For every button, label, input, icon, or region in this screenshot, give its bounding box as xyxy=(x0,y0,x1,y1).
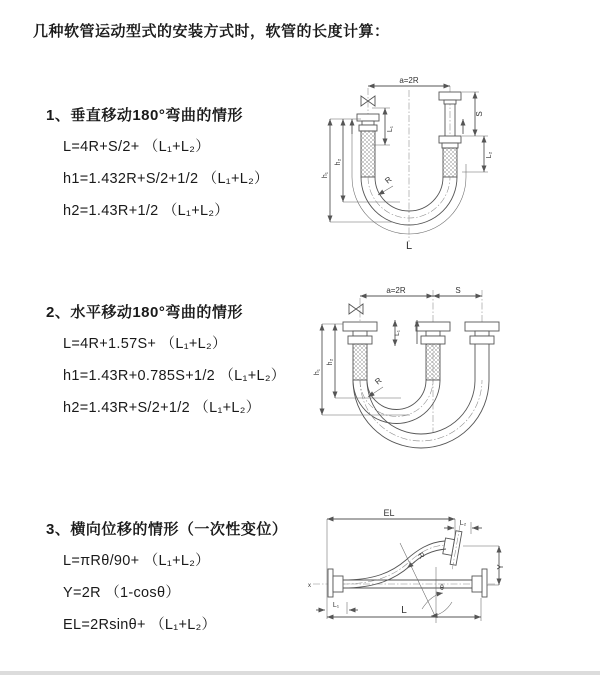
dim-label-y: Y xyxy=(496,564,505,570)
dim-l1 xyxy=(394,320,401,346)
dim-label-l2: L₂ xyxy=(486,151,493,159)
displaced-hose xyxy=(343,541,446,588)
dim-label-a2r: a=2R xyxy=(399,76,419,85)
radius-callout xyxy=(378,175,394,195)
centerlines xyxy=(360,290,482,432)
dim-label-s: S xyxy=(475,111,484,117)
formula-line: Y=2R （1-cosθ） xyxy=(63,585,181,601)
scan-edge xyxy=(0,671,600,675)
diagram-vertical-bend xyxy=(305,72,590,257)
formula-line: L=4R+1.57S+ （L₁+L₂） xyxy=(63,336,227,352)
dim-s xyxy=(462,92,488,136)
fitting-2 xyxy=(416,322,450,380)
diagram-lateral-displacement xyxy=(303,505,598,650)
section-1-heading: 1、垂直移动180°弯曲的情形 xyxy=(46,107,243,124)
formula-line: h2=1.43R+S/2+1/2 （L₁+L₂） xyxy=(63,400,261,416)
left-fitting xyxy=(357,114,379,177)
page-title: 几种软管运动型式的安装方式时，软管的长度计算： xyxy=(33,23,390,40)
section-3-heading: 3、横向位移的情形（一次性变位） xyxy=(46,521,288,538)
dim-a2r xyxy=(368,76,450,86)
dim-label-L: L xyxy=(405,240,413,252)
dim-label-s: S xyxy=(455,286,461,295)
hose-arcs xyxy=(353,380,489,448)
dim-label-l1: L₁ xyxy=(394,330,401,336)
left-flange xyxy=(328,569,343,597)
dim-label-l1: L₁ xyxy=(332,602,340,609)
formula-line: h2=1.43R+1/2 （L₁+L₂） xyxy=(63,203,230,219)
dim-label-r: R xyxy=(383,174,394,186)
fitting-3 xyxy=(465,322,499,380)
dim-l2 xyxy=(444,520,482,534)
dim-h1 xyxy=(322,119,393,222)
dim-l2 xyxy=(462,136,493,172)
dim-label-el: EL xyxy=(383,508,395,518)
dim-label-r: R xyxy=(415,550,427,561)
formula-line: EL=2Rsinθ+ （L₁+L₂） xyxy=(63,617,217,633)
section-vertical-bend xyxy=(46,104,269,231)
dim-label-a2r: a=2R xyxy=(386,286,406,295)
dim-label-h1: h₁ xyxy=(314,368,321,376)
dim-label-h2: h₂ xyxy=(335,158,342,166)
dim-label-h2: h₂ xyxy=(327,358,334,366)
section-horizontal-bend xyxy=(46,301,286,428)
dim-a2r xyxy=(360,286,433,296)
section-lateral-displacement xyxy=(46,518,287,645)
centerline-mark: x xyxy=(308,583,311,589)
section-2-heading: 2、水平移动180°弯曲的情形 xyxy=(46,304,243,321)
dim-l xyxy=(327,598,481,621)
formula-line: L=πRθ/90+ （L₁+L₂） xyxy=(63,553,210,569)
upper-flange xyxy=(440,523,463,571)
dim-label-h1: h₁ xyxy=(322,171,329,179)
fitting-1 xyxy=(343,322,377,380)
dim-l1 xyxy=(316,602,358,614)
radius-callout xyxy=(407,551,427,568)
centerlines xyxy=(368,86,450,242)
formula-line: h1=1.432R+S/2+1/2 （L₁+L₂） xyxy=(63,171,269,187)
dim-label-l1: L₁ xyxy=(387,125,394,133)
dim-label-theta: θ xyxy=(440,585,444,592)
dim-label-r: R xyxy=(373,375,384,387)
dim-label-L: L xyxy=(401,605,407,616)
dim-label-l2: L₂ xyxy=(459,520,467,527)
valve-icon xyxy=(349,304,363,314)
diagram-horizontal-bend xyxy=(298,280,593,465)
dim-s xyxy=(433,286,482,296)
right-flange xyxy=(472,569,487,597)
formula-line: L=4R+S/2+ （L₁+L₂） xyxy=(63,139,211,155)
formula-line: h1=1.43R+0.785S+1/2 （L₁+L₂） xyxy=(63,368,286,384)
